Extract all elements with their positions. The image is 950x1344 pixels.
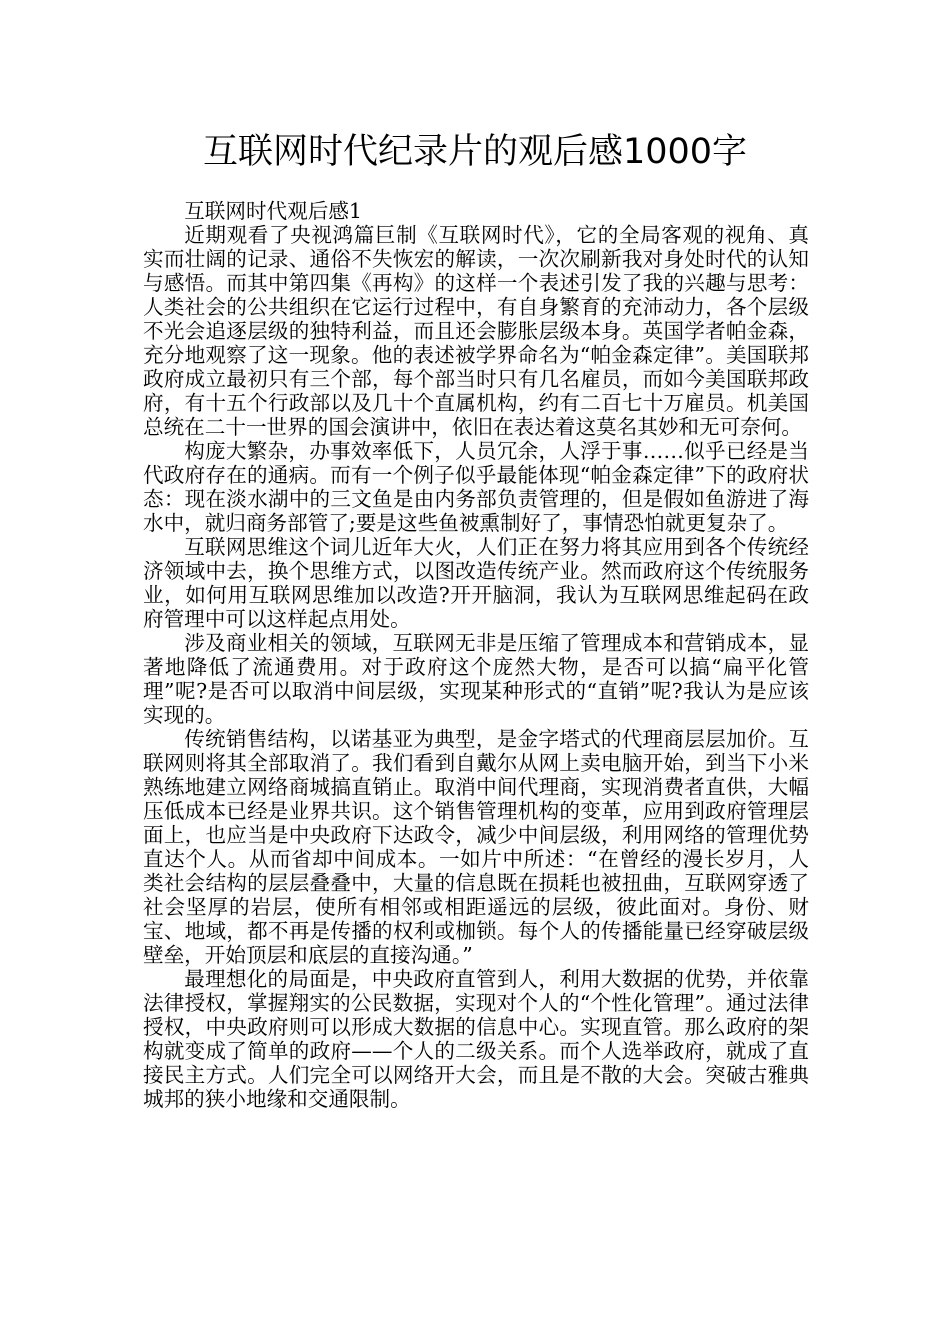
paragraph-6: 最理想化的局面是，中央政府直管到人，利用大数据的优势，并依靠法律授权，掌握翔实的公民数据，实现对个人的“个性化管理”。通过法律授权，中央政府则可以形成大数据的信息中心。实现直管。那么政府的架构就变成了简单的政府——个人的二级关系。而个人选举政府，就成了直接民主方式。人们完全可以网络开大会，而且是不散的大会。突破古雅典城邦的狭小地缘和交通限制。 <box>143 967 809 1111</box>
paragraph-3: 互联网思维这个词儿近年大火，人们正在努力将其应用到各个传统经济领域中去，换个思维方式，以图改造传统产业。然而政府这个传统服务业，如何用互联网思维加以改造?开开脑洞，我认为互联网思维起码在政府管理中可以这样起点用处。 <box>143 535 809 631</box>
paragraph-5: 传统销售结构，以诺基亚为典型，是金字塔式的代理商层层加价。互联网则将其全部取消了。我们看到自戴尔从网上卖电脑开始，到当下小米熟练地建立网络商城搞直销止。取消中间代理商，实现消费者直供，大幅压低成本已经是业界共识。这个销售管理机构的变革，应用到政府管理层面上，也应当是中央政府下达政令，减少中间层级，利用网络的管理优势直达个人。从而省却中间成本。一如片中所述：“在曾经的漫长岁月，人类社会结构的层层叠叠中，大量的信息既在损耗也被扭曲，互联网穿透了社会坚厚的岩层，使所有相邻或相距遥远的层级，彼此面对。身份、财宝、地域，都不再是传播的权利或枷锁。每个人的传播能量已经穿破层级壁垒，开始顶层和底层的直接沟通。” <box>143 727 809 967</box>
document-body <box>143 199 809 1111</box>
paragraph-4: 涉及商业相关的领域，互联网无非是压缩了管理成本和营销成本，显著地降低了流通费用。对于政府这个庞然大物，是否可以搞“扁平化管理”呢?是否可以取消中间层级，实现某种形式的“直销”呢?我认为是应该实现的。 <box>143 631 809 727</box>
section-heading: 互联网时代观后感1 <box>184 199 363 223</box>
paragraph-2: 构庞大繁杂，办事效率低下，人员冗余，人浮于事……似乎已经是当代政府存在的通病。而有一个例子似乎最能体现“帕金森定律”下的政府状态：现在淡水湖中的三文鱼是由内务部负责管理的，但是假如鱼游进了海水中，就归商务部管了;要是这些鱼被熏制好了，事情恐怕就更复杂了。 <box>143 439 809 535</box>
document-title: 互联网时代纪录片的观后感1000字 <box>202 132 748 172</box>
paragraph-1: 近期观看了央视鸿篇巨制《互联网时代》，它的全局客观的视角、真实而壮阔的记录、通俗不失恢宏的解读，一次次刷新我对身处时代的认知与感悟。而其中第四集《再构》的这样一个表述引发了我的兴趣与思考：人类社会的公共组织在它运行过程中，有自身繁育的充沛动力，各个层级不光会追逐层级的独特利益，而且还会膨胀层级本身。英国学者帕金森，充分地观察了这一现象。他的表述被学界命名为“帕金森定律”。美国联邦政府成立最初只有三个部，每个部当时只有几名雇员，而如今美国联邦政府，有十五个行政部以及几十个直属机构，约有二百七十万雇员。机美国总统在二十一世界的国会演讲中，依旧在表达着这莫名其妙和无可奈何。 <box>143 223 809 439</box>
